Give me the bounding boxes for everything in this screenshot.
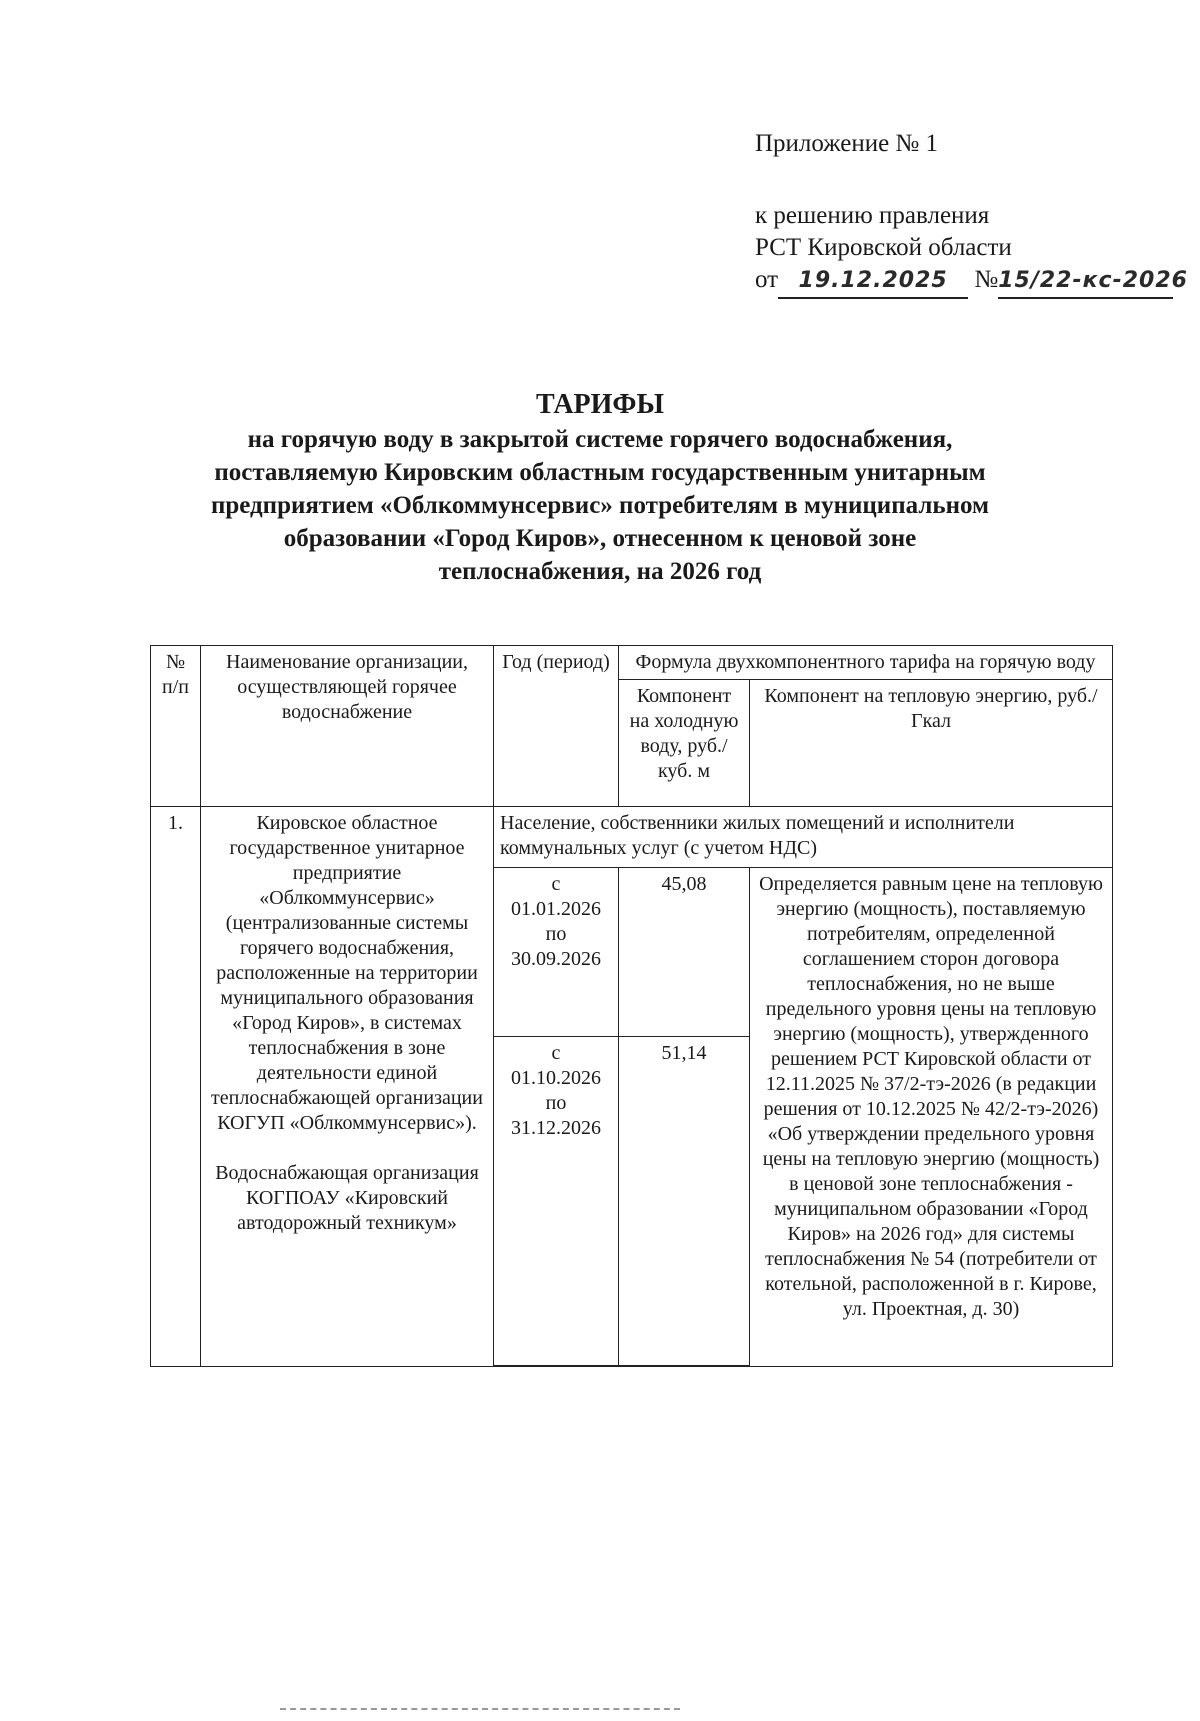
header-cold-component: Компонент на холодную воду, руб./куб. м — [619, 680, 750, 807]
heat-component-text: Определяется равным цене на тепловую энергию (мощность), поставляемую потребителям, определенной соглашением сторон договора теплоснабжения, но не выше предельного уровня цены на тепловую энергию (мощность), утвержденного решением РСТ Кировской области от 12.11.2025 № 37/2-тэ-2026 (в редакции решения от 10.12.2025 № 42/2-тэ-2026) «Об утверждении предельного уровня цены на тепловую энергию (мощность) в ценовой зоне теплоснабжения - муниципальном образовании «Город Киров» на 2026 год» для системы теплоснабжения № 54 (потребители от котельной, расположенной в г. Кирове, ул. Проектная, д. 30) — [750, 868, 1113, 1367]
period-2 — [494, 1037, 619, 1366]
scan-bottom-mark — [280, 1708, 680, 1710]
period-2-to-label: по — [545, 1092, 567, 1114]
period-1-cold-value: 45,08 — [619, 868, 750, 1037]
org-supplier-text: Водоснабжающая организация КОГПОАУ «Кировский автодорожный техникум» — [215, 1162, 479, 1234]
date-prefix: от — [755, 266, 779, 293]
period-2-to: 31.12.2026 — [511, 1117, 601, 1139]
appendix-line-1: к решению правления — [755, 202, 990, 229]
appendix-line-2: РСТ Кировской области — [755, 234, 1012, 261]
period-1 — [494, 868, 619, 1037]
row-num: 1. — [151, 807, 201, 1367]
handwritten-date: 19.12.2025 — [778, 265, 968, 299]
appendix-title: Приложение № 1 — [755, 130, 939, 157]
appendix-block — [755, 128, 1188, 299]
consumer-group: Население, собственники жилых помещений и исполнители коммунальных услуг (с учетом НДС) — [494, 807, 1113, 868]
heading-line-4: образовании «Город Киров», отнесенном к ценовой зоне — [283, 525, 917, 552]
header-heat-component: Компонент на тепловую энергию, руб./Гкал — [750, 680, 1113, 807]
heading-line-1: на горячую воду в закрытой системе горячего водоснабжения, — [247, 426, 953, 453]
spacer — [755, 160, 1173, 200]
heading-main: ТАРИФЫ — [536, 389, 664, 420]
header-period: Год (период) — [494, 646, 619, 807]
header-num: № п/п — [151, 646, 201, 807]
row-organization — [201, 807, 494, 1367]
period-1-from: 01.01.2026 — [511, 898, 601, 920]
appendix-date-number-line — [755, 264, 1188, 299]
handwritten-number: 15/22-кс-2026 — [998, 265, 1173, 299]
org-main-text: Кировское областное государственное унитарное предприятие «Облкоммунсервис» (централизованные системы горячего водоснабжения, расположенные на территории муниципального образования «Город Киров», в системах теплоснабжения в зоне деятельности единой теплоснабжающей организации КОГУП «Облкоммунсервис»). — [211, 812, 483, 1134]
period-2-cold-value: 51,14 — [619, 1037, 750, 1366]
heading-line-5: теплоснабжения, на 2026 год — [438, 558, 762, 585]
header-formula: Формула двухкомпонентного тарифа на горячую воду — [619, 646, 1113, 680]
period-2-from-label: с — [551, 1042, 561, 1064]
cold-filler — [619, 1366, 750, 1367]
heading-line-3: предприятием «Облкоммунсервис» потребителям в муниципальном — [210, 492, 990, 519]
document-heading — [150, 388, 1050, 588]
number-prefix: № — [974, 266, 999, 293]
period-filler — [494, 1366, 619, 1367]
header-org: Наименование организации, осуществляющей горячее водоснабжение — [201, 646, 494, 807]
tariff-table — [150, 645, 1113, 1367]
heading-line-2: поставляемую Кировским областным государственным унитарным — [214, 459, 986, 486]
period-1-from-label: с — [551, 873, 561, 895]
period-2-from: 01.10.2026 — [511, 1067, 601, 1089]
period-1-to-label: по — [545, 923, 567, 945]
period-1-to: 30.09.2026 — [511, 948, 601, 970]
